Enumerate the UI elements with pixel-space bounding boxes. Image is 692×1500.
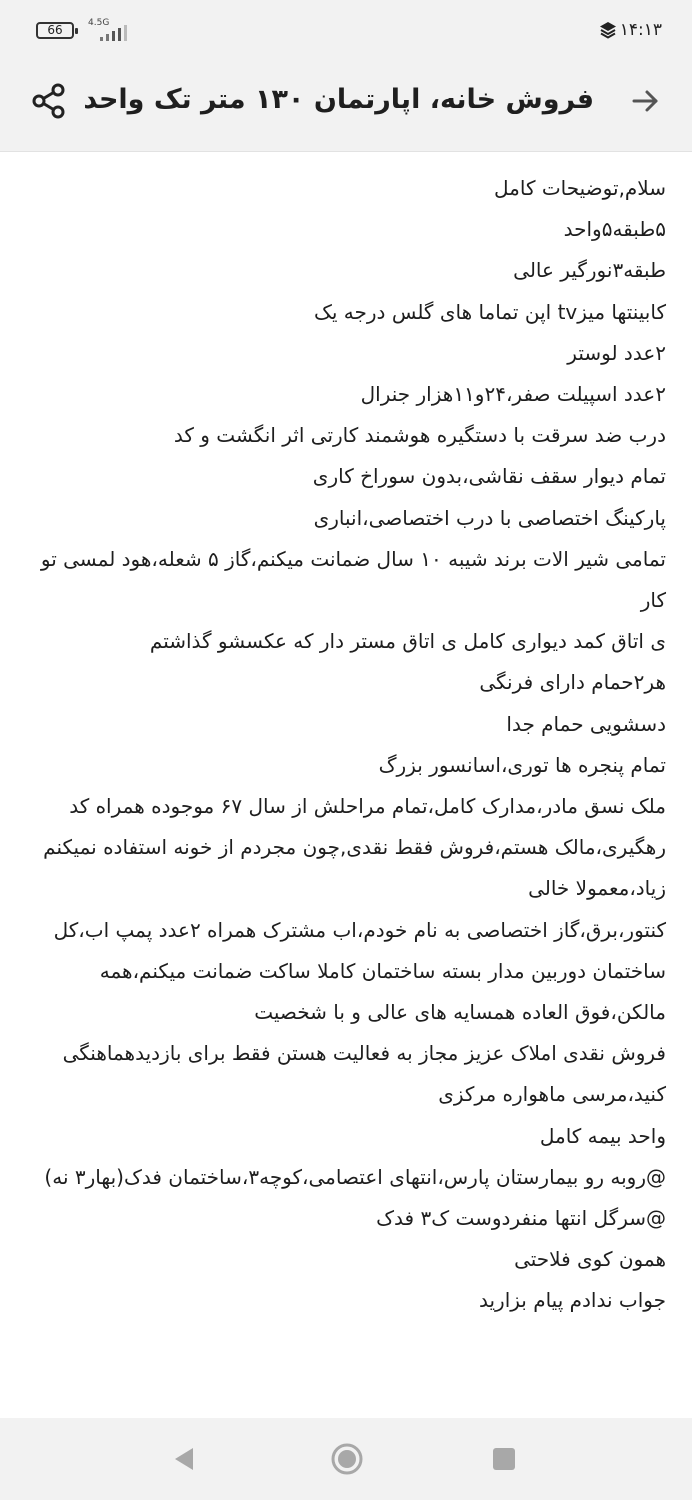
square-recent-icon[interactable] bbox=[493, 1448, 515, 1470]
description-line: تمام دیوار سقف نقاشی،بدون سوراخ کاری bbox=[312, 464, 666, 489]
description-line: تمام پنجره ها توری،اسانسور بزرگ bbox=[378, 752, 666, 777]
description-line: پارکینگ اختصاصی با درب اختصاصی،انباری bbox=[313, 505, 666, 530]
description-line: ۲عدد اسپیلت صفر،۲۴و۱۱هزار جنرال bbox=[360, 382, 666, 407]
description-line: ۲عدد لوستر bbox=[567, 340, 666, 365]
description-line: فروش نقدی املاک عزیز مجاز به فعالیت هستن فقط برای بازدیدهماهنگی کنید،مرسی ماهواره مرکزی bbox=[62, 1041, 666, 1107]
description-line: کابینتها میزtv اپن تماما های گلس درجه یک bbox=[313, 299, 666, 324]
description-line: کنتور،برق،گاز اختصاصی به نام خودم،اب مشترک همراه ۲عدد پمپ اب،کل ساختمان دوربین مدار بسته ساختمان کاملا ساکت ضمانت میکنم،همه مالکن،فوق العاده همسایه های عالی و با شخصیت bbox=[53, 917, 666, 1025]
network-type: 4.5G bbox=[88, 18, 110, 28]
signal-strength-icon bbox=[98, 24, 132, 42]
description-line: @روبه رو بیمارستان پارس،انتهای اعتصامی،کوچه۳،ساختمان فدک(بهار۳ نه) bbox=[44, 1164, 666, 1189]
circle-home-icon[interactable] bbox=[330, 1442, 364, 1476]
battery-indicator: 66 bbox=[36, 22, 74, 39]
status-clock: ۱۴:۱۳ bbox=[619, 20, 662, 40]
description-line: همون کوی فلاحتی bbox=[514, 1247, 666, 1272]
ad-description bbox=[26, 168, 666, 1322]
status-bar bbox=[0, 0, 692, 52]
triangle-back-icon[interactable] bbox=[172, 1446, 196, 1472]
description-line: طبقه۳نورگیر عالی bbox=[513, 258, 666, 283]
description-line: واحد بیمه کامل bbox=[539, 1123, 666, 1148]
description-line: تمامی شیر الات برند شیبه ۱۰ سال ضمانت میکنم،گاز ۵ شعله،هود لمسی تو کار bbox=[40, 546, 666, 613]
description-line: جواب ندادم پیام بزارید bbox=[478, 1288, 666, 1313]
description-line: دسشویی حمام جدا bbox=[506, 711, 666, 736]
description-line: ۵طبقه۵واحد bbox=[563, 217, 666, 242]
description-line: ملک نسق مادر،مدارک کامل،تمام مراحلش از سال ۶۷ موجوده همراه کد رهگیری،مالک هستم،فروش فقط نقدی,چون مجردم از خونه استفاده نمیکنم زیاد،معمولا خالی bbox=[43, 794, 666, 901]
share-icon[interactable] bbox=[30, 82, 68, 120]
description-line: @سرگل انتها منفردوست ک۳ فدک bbox=[376, 1206, 666, 1231]
page-title: فروش خانه، اپارتمان ۱۳۰ متر تک واحد bbox=[83, 84, 594, 115]
description-line: هر۲حمام دارای فرنگی bbox=[479, 670, 666, 695]
description-line: درب ضد سرقت با دستگیره هوشمند کارتی اثر انگشت و کد bbox=[173, 423, 666, 448]
system-nav-bar bbox=[0, 1418, 692, 1500]
description-line: سلام,توضیحات کامل bbox=[493, 176, 666, 200]
arrow-right-icon[interactable] bbox=[628, 84, 662, 118]
app-bar bbox=[0, 52, 692, 152]
layers-icon bbox=[599, 21, 617, 39]
description-line: ی اتاق کمد دیواری کامل ی اتاق مستر دار که عکسشو گذاشتم bbox=[149, 629, 666, 654]
